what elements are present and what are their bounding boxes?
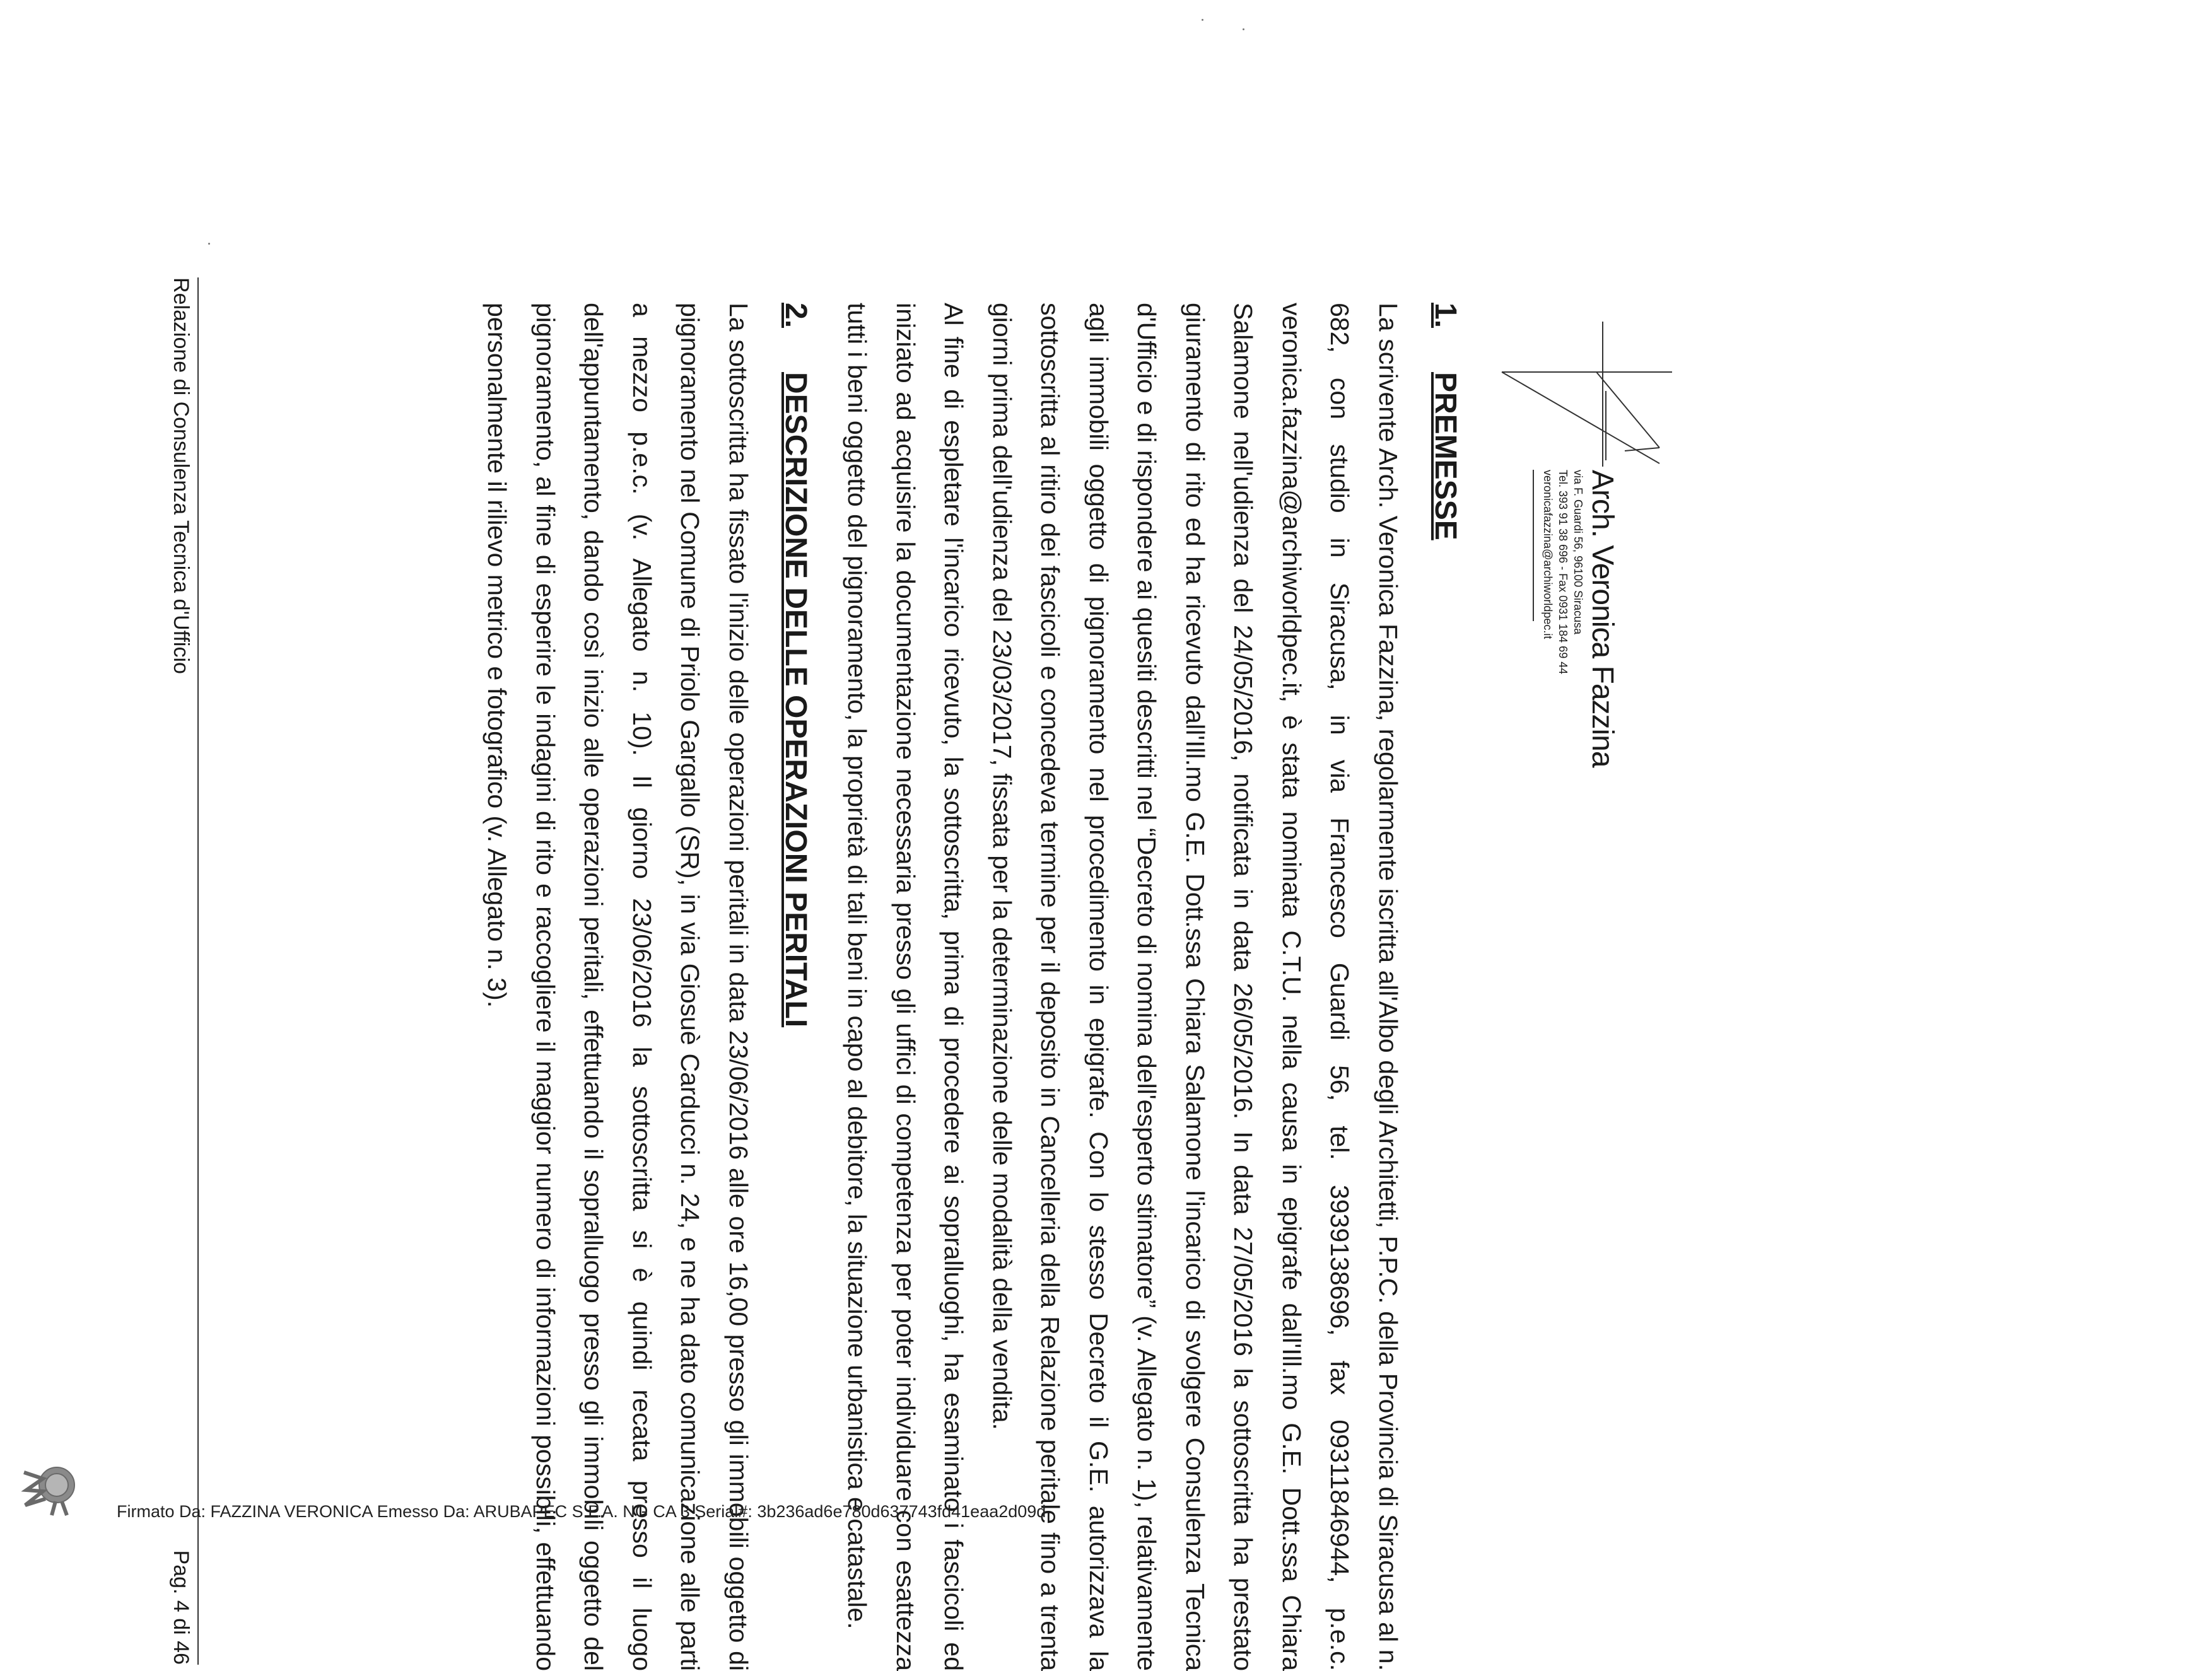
- letterhead-text: [1533, 470, 1619, 767]
- footer-document-title: Relazione di Consulenza Tecnica d'Ufficio: [169, 277, 193, 674]
- studio-phone-fax: Tel. 393 91 38 696 - Fax 0931 184 69 44: [1557, 470, 1569, 675]
- scan-speck: [1243, 28, 1244, 30]
- page-number: Pag. 4 di 46: [169, 1550, 193, 1665]
- scan-speck: [208, 243, 210, 245]
- letterhead: [1495, 277, 1685, 767]
- section-title: DESCRIZIONE DELLE OPERAZIONI PERITALI: [779, 372, 812, 1028]
- paragraph: Al fine di espletare l'incarico ricevuto, la sottoscritta, prima di procedere ai sopralluoghi, ha esaminato i fascicoli ed iniziato ad acquisire la documentazione necessaria presso gli uffici di competenza per poter individuare con esattezza tutti i beni oggetto del pignoramento, la proprietà di tali beni in capo al debitore, la situazione urbanistica e catastale.: [843, 303, 969, 1671]
- digital-signature-seal-icon: [18, 1460, 93, 1517]
- architect-logo-icon: [1495, 277, 1685, 467]
- section-number: 1.: [1429, 303, 1462, 329]
- scan-speck: [1202, 19, 1203, 21]
- section-descrizione-operazioni: [473, 303, 814, 1671]
- section-number: 2.: [779, 303, 812, 329]
- section-heading: [776, 303, 814, 1671]
- footer-rule: [197, 277, 199, 1665]
- architect-name: Arch. Veronica Fazzina: [1586, 470, 1619, 767]
- document-body: [473, 303, 1464, 1671]
- rotated-document-page: [169, 0, 1735, 1671]
- section-premesse: [833, 303, 1464, 1671]
- paragraph: La scrivente Arch. Veronica Fazzina, regolarmente iscritta all'Albo degli Architetti, P.P.C. della Provincia di Siracusa al n. 682, con studio in Siracusa, in via Francesco Guardi 56, tel. 3939138696, fax 09311846944, p.e.c. veronica.fazzina@archiworldpec.it, è stata nominata C.T.U. nella causa in epigrafe dall'Ill.mo G.E. Dott.ssa Chiara Salamone nell'udienza del 24/05/2016, notificata in data 26/05/2016. In data 27/05/2016 la sottoscritta ha prestato giuramento di rito ed ha ricevuto dall'Ill.mo G.E. Dott.ssa Chiara Salamone l'incarico di svolgere Consulenza Tecnica d'Ufficio e di rispondere ai quesiti descritti nel “Decreto di nomina dell'esperto stimatore” (v. Allegato n. 1), relativamente agli immobili oggetto di pignoramento nel procedimento in epigrafe. Con lo stesso Decreto il G.E. autorizzava la sottoscritta al ritiro dei fascicoli e concedeva termine per il deposito in Cancelleria della Relazione peritale fino a trenta giorni prima dell'udienza del 23/03/2017, fissata per la determinazione delle modalità della vendita.: [988, 303, 1403, 1671]
- studio-address: via F. Guardi 56, 96100 Siracusa: [1572, 470, 1584, 635]
- paragraph: La sottoscritta ha fissato l'inizio delle operazioni peritali in data 23/06/2016 alle ore 16,00 presso gli immobili oggetto di pignoramento nel Comune di Priolo Gargallo (SR), in via Giosuè Carducci n. 24, e ne ha dato comunicazione alle parti a mezzo p.e.c. (v. Allegato n. 10). Il giorno 23/06/2016 la sottoscritta si è quindi recata presso il luogo dell'appuntamento, dando così inizio alle operazioni peritali, effettuando il sopralluogo presso gli immobili oggetto del pignoramento, al fine di esperire le indagini di rito e raccogliere il maggior numero di informazioni possibili, effettuando personalmente il rilievo metrico e fotografico (v. Allegato n. 3).: [483, 303, 753, 1671]
- section-title: PREMESSE: [1429, 372, 1462, 540]
- studio-email: veronicafazzina@archiworldpec.it: [1542, 470, 1554, 639]
- section-heading: [1426, 303, 1464, 1671]
- letterhead-rule: [1533, 470, 1534, 621]
- digital-signature-text: Firmato Da: FAZZINA VERONICA Emesso Da: ARUBAPEC S.P.A. NG CA 3 Serial#: 3b236ad6e780d637743fd41eaa2d09d: [117, 1502, 1046, 1521]
- page-footer: [168, 277, 193, 1665]
